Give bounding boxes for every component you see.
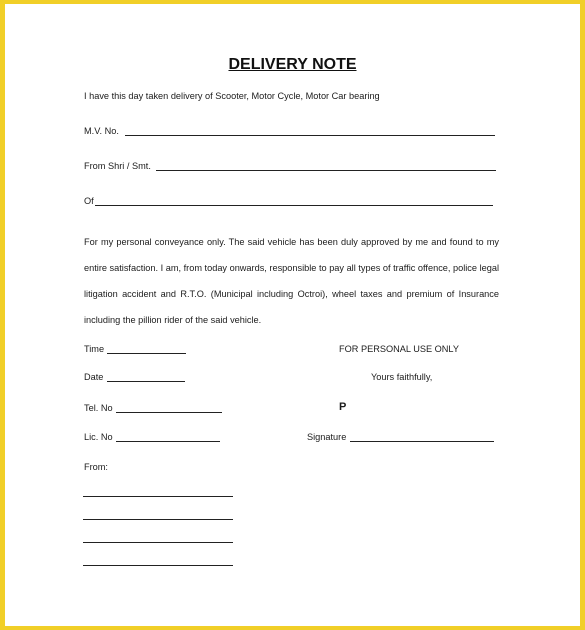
from-line-4[interactable] (83, 565, 233, 566)
mv-no-label: M.V. No. (84, 126, 119, 136)
from-line-1[interactable] (83, 496, 233, 497)
lic-no-label: Lic. No (84, 432, 113, 442)
from-line-2[interactable] (83, 519, 233, 520)
lic-no-line[interactable] (116, 441, 220, 442)
mv-no-line[interactable] (125, 135, 495, 136)
tel-no-line[interactable] (116, 412, 222, 413)
from-shri-label: From Shri / Smt. (84, 161, 151, 171)
time-line[interactable] (107, 353, 186, 354)
signature-label: Signature (307, 432, 347, 442)
document-page (5, 4, 580, 626)
p-mark: P (339, 401, 347, 413)
date-label: Date (84, 372, 104, 382)
tel-no-label: Tel. No (84, 403, 113, 413)
yours-faithfully-label: Yours faithfully, (371, 372, 433, 382)
personal-use-label: FOR PERSONAL USE ONLY (339, 344, 459, 354)
of-line[interactable] (95, 205, 493, 206)
time-label: Time (84, 344, 105, 354)
of-label: Of (84, 196, 94, 206)
signature-line[interactable] (350, 441, 494, 442)
from-line-3[interactable] (83, 542, 233, 543)
date-line[interactable] (107, 381, 185, 382)
intro-text: I have this day taken delivery of Scooter, Motor Cycle, Motor Car bearing (84, 91, 380, 101)
document-title: DELIVERY NOTE (228, 56, 357, 73)
from-shri-line[interactable] (156, 170, 496, 171)
from-label: From: (84, 462, 108, 472)
declaration-paragraph: For my personal conveyance only. The said vehicle has been duly approved by me and found to my entire satisfaction. I am, from today onwards, responsible to pay all types of traffic offence, police legal litigation accident and R.T.O. (Municipal including Octroi), wheel taxes and premium of Insurance including the pillion rider of the said vehicle. (84, 237, 499, 325)
